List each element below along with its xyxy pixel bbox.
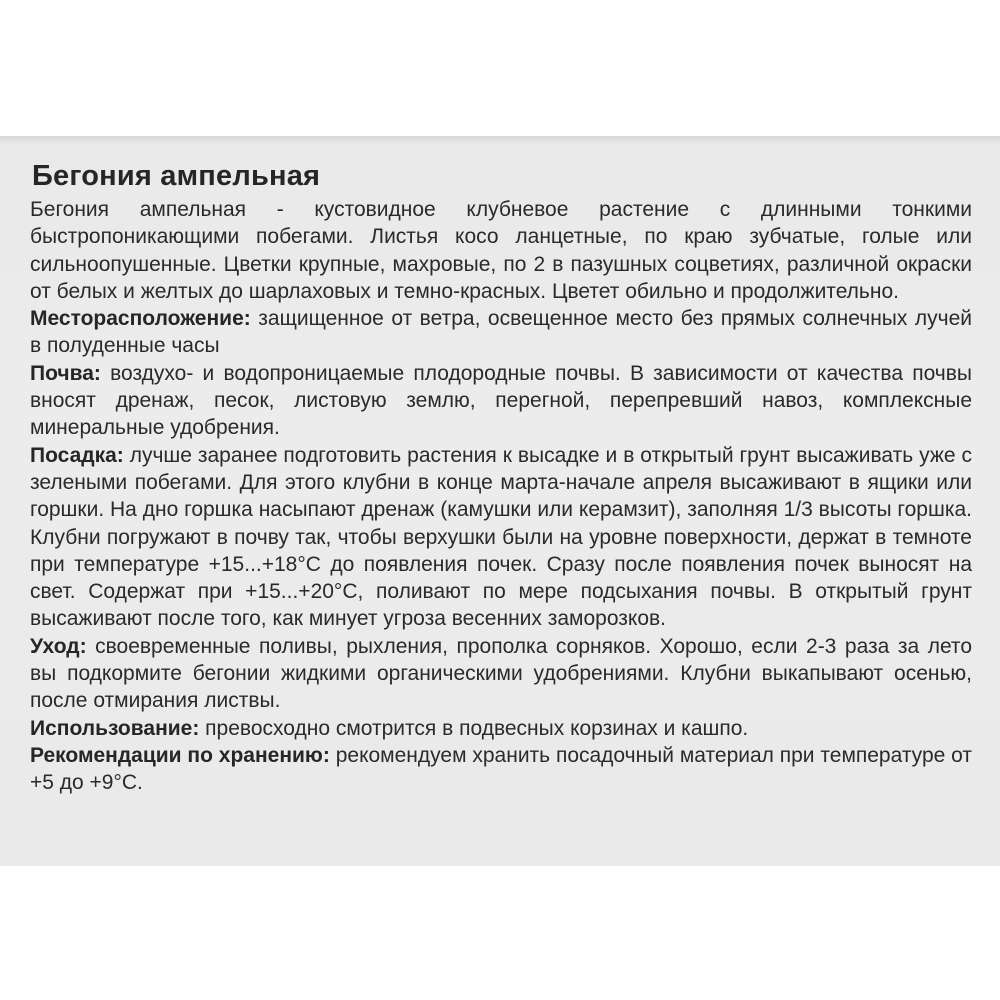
section-care: [30, 633, 972, 715]
product-label-card: [0, 136, 1000, 866]
section-storage-heading: Рекомендации по хранению:: [30, 743, 330, 767]
section-location-text: защищенное от ветра, освещенное место без прямых солнечных лучей в полуденные часы: [30, 307, 972, 358]
card-top-shadow: [0, 136, 1000, 144]
section-care-text: своевременные поливы, рыхления, прополка сорняков. Хорошо, если 2-3 раза за лето вы подкормите бегонии жидкими органическими удобрениями. Клубни выкапывают осенью, после отмирания листвы.: [30, 634, 972, 713]
section-care-heading: Уход:: [30, 634, 87, 658]
section-planting-heading: Посадка:: [30, 443, 124, 467]
section-usage-heading: Использование:: [30, 716, 200, 740]
section-usage-text: превосходно смотрится в подвесных корзинах и кашпо.: [199, 716, 749, 740]
section-location-heading: Месторасположение:: [30, 307, 251, 331]
section-storage: [30, 742, 972, 797]
section-usage: [30, 715, 972, 742]
intro-paragraph: Бегония ампельная - кустовидное клубневое растение с длинными тонкими быстропоникающими побегами. Листья косо ланцетные, по краю зубчатые, голые или сильноопушенные. Цветки крупные, махровые, по 2 в пазушных соцветиях, различной окраски от белых и желтых до шарлаховых и темно-красных. Цветет обильно и продолжительно.: [30, 198, 972, 303]
document-title: Бегония ампельная: [32, 160, 321, 192]
section-storage-text: рекомендуем хранить посадочный материал при температуре от +5 до +9°С.: [30, 743, 972, 795]
section-planting: [30, 442, 972, 633]
section-soil-text: воздухо- и водопроницаемые плодородные почвы. В зависимости от качества почвы вносят дренаж, песок, листовую землю, перегной, перепревший навоз, комплексные минеральные удобрения.: [30, 361, 972, 440]
section-planting-text: лучше заранее подготовить растения к высадке и в открытый грунт высаживать уже с зелеными побегами. Для этого клубни в конце марта-начале апреля высаживают в ящики или горшки. На дно горшка насыпают дренаж (камушки или керамзит), заполняя 1/3 высоты горшка. Клубни погружают в почву так, чтобы верхушки были на уровне поверхности, держат в темноте при температуре +15...+18°С до появления почек. Сразу после появления почек выносят на свет. Содержат при +15...+20°С, поливают по мере подсыхания почвы. В открытый грунт высаживают после того, как минует угроза весенних заморозков.: [30, 443, 972, 631]
section-location: [30, 305, 972, 360]
section-soil: [30, 360, 972, 442]
section-soil-heading: Почва:: [30, 361, 101, 385]
